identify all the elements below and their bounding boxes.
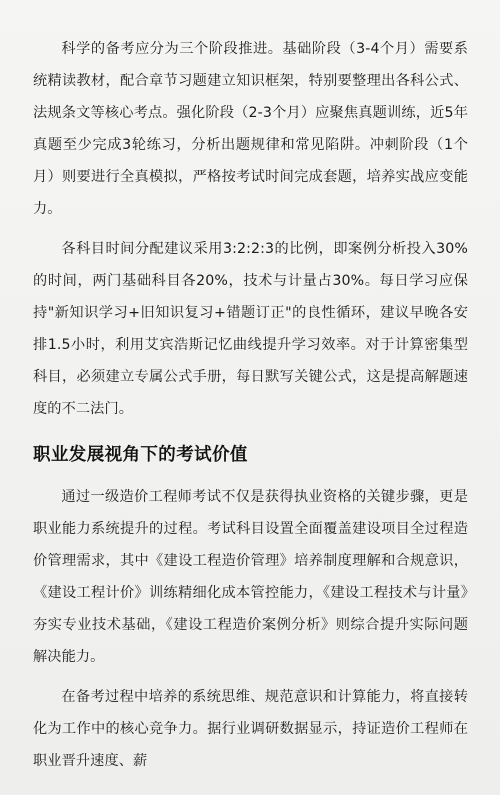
paragraph-time-allocation: 各科目时间分配建议采用3:2:2:3的比例，即案例分析投入30%的时间，两门基础科目各20%，技术与计量占30%。每日学习应保持"新知识学习+旧知识复习+错题订正"的良性循环，建议早晚各安排1.5小时，利用艾宾浩斯记忆曲线提升学习效率。对于计算密集型科目，必须建立专属公式手册，每日默写关键公式，这是提高解题速度的不二法门。 xyxy=(33,241,468,417)
paragraph-exam-value: 通过一级造价工程师考试不仅是获得执业资格的关键步骤，更是职业能力系统提升的过程。考试科目设置全面覆盖建设项目全过程造价管理需求，其中《建设工程造价管理》培养制度理解和合规意识，《建设工程计价》训练精细化成本管控能力，《建设工程技术与计量》夯实专业技术基础，《建设工程造价案例分析》则综合提升实际问题解决能力。 xyxy=(33,489,468,665)
section-heading-career-value: 职业发展视角下的考试价值 xyxy=(33,445,248,465)
paragraph-core-competence: 在备考过程中培养的系统思维、规范意识和计算能力，将直接转化为工作中的核心竞争力。据行业调研数据显示，持证造价工程师在职业晋升速度、薪 xyxy=(33,689,468,769)
paragraph-study-phases: 科学的备考应分为三个阶段推进。基础阶段（3-4个月）需要系统精读教材，配合章节习题建立知识框架，特别要整理出各科公式、法规条文等核心考点。强化阶段（2-3个月）应聚焦真题训练，近5年真题至少完成3轮练习，分析出题规律和常见陷阱。冲刺阶段（1个月）则要进行全真模拟，严格按考试时间完成套题，培养实战应变能力。 xyxy=(33,41,468,217)
